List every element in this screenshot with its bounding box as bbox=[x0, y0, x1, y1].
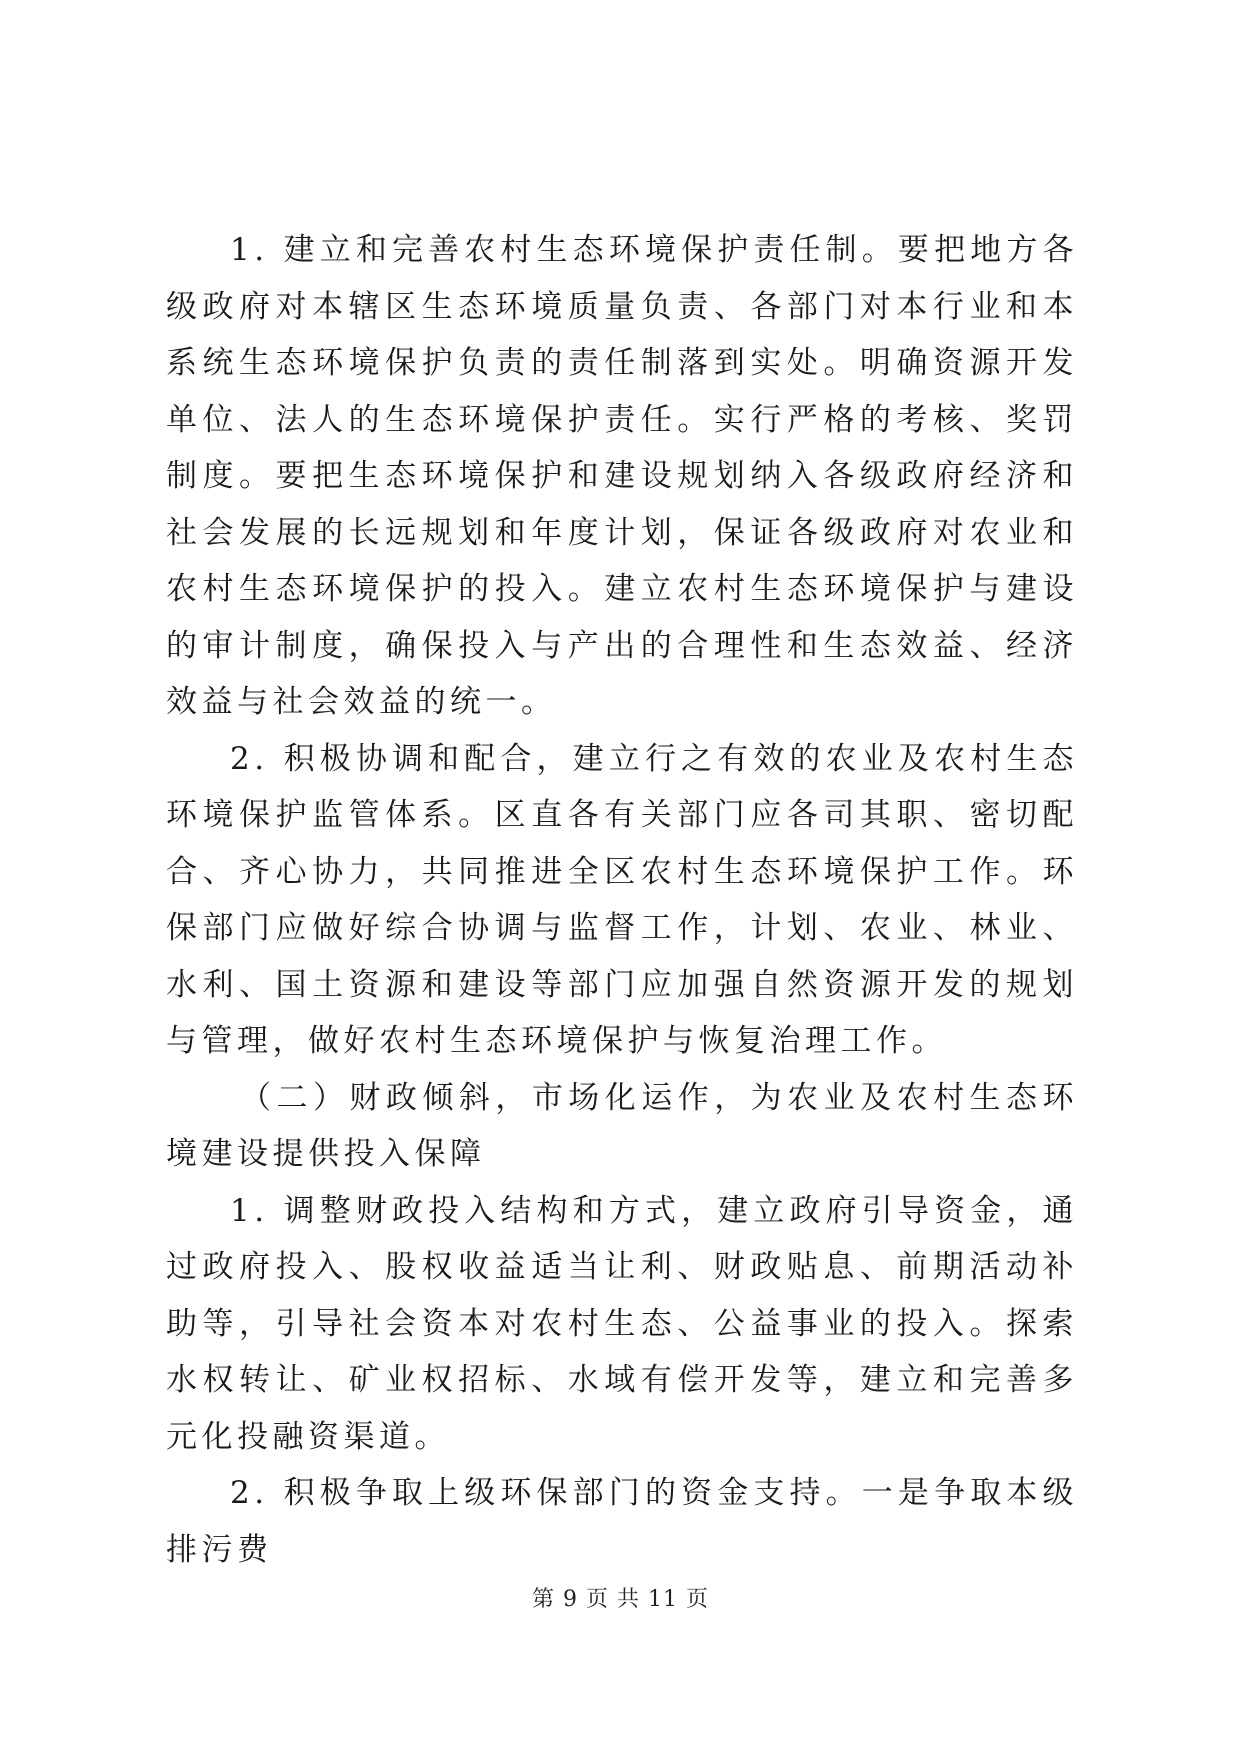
paragraph-fiscal-structure: 1. 调整财政投入结构和方式，建立政府引导资金，通过政府投入、股权收益适当让利、财政贴息、前期活动补助等，引导社会资本对农村生态、公益事业的投入。探索水权转让、矿业权招标、水域有偿开发等，建立和完善多元化投融资渠道。 bbox=[166, 1192, 1078, 1455]
paragraph-funding-support: 2. 积极争取上级环保部门的资金支持。一是争取本级排污费 bbox=[166, 1475, 1078, 1568]
page-number-footer: 第 9 页 共 11 页 bbox=[532, 1587, 709, 1612]
document-body bbox=[166, 222, 1078, 1578]
paragraph-coordination: 2. 积极协调和配合，建立行之有效的农业及农村生态环境保护监管体系。区直各有关部门应各司其职、密切配合、齐心协力，共同推进全区农村生态环境保护工作。环保部门应做好综合协调与监督工作，计划、农业、林业、水利、国土资源和建设等部门应加强自然资源开发的规划与管理，做好农村生态环境保护与恢复治理工作。 bbox=[166, 740, 1078, 1059]
section-heading-finance: （二）财政倾斜，市场化运作，为农业及农村生态环境建设提供投入保障 bbox=[166, 1079, 1078, 1172]
paragraph-responsibility-system: 1. 建立和完善农村生态环境保护责任制。要把地方各级政府对本辖区生态环境质量负责、各部门对本行业和本系统生态环境保护负责的责任制落到实处。明确资源开发单位、法人的生态环境保护责任。实行严格的考核、奖罚制度。要把生态环境保护和建设规划纳入各级政府经济和社会发展的长远规划和年度计划，保证各级政府对农业和农村生态环境保护的投入。建立农村生态环境保护与建设的审计制度，确保投入与产出的合理性和生态效益、经济效益与社会效益的统一。 bbox=[166, 232, 1078, 720]
